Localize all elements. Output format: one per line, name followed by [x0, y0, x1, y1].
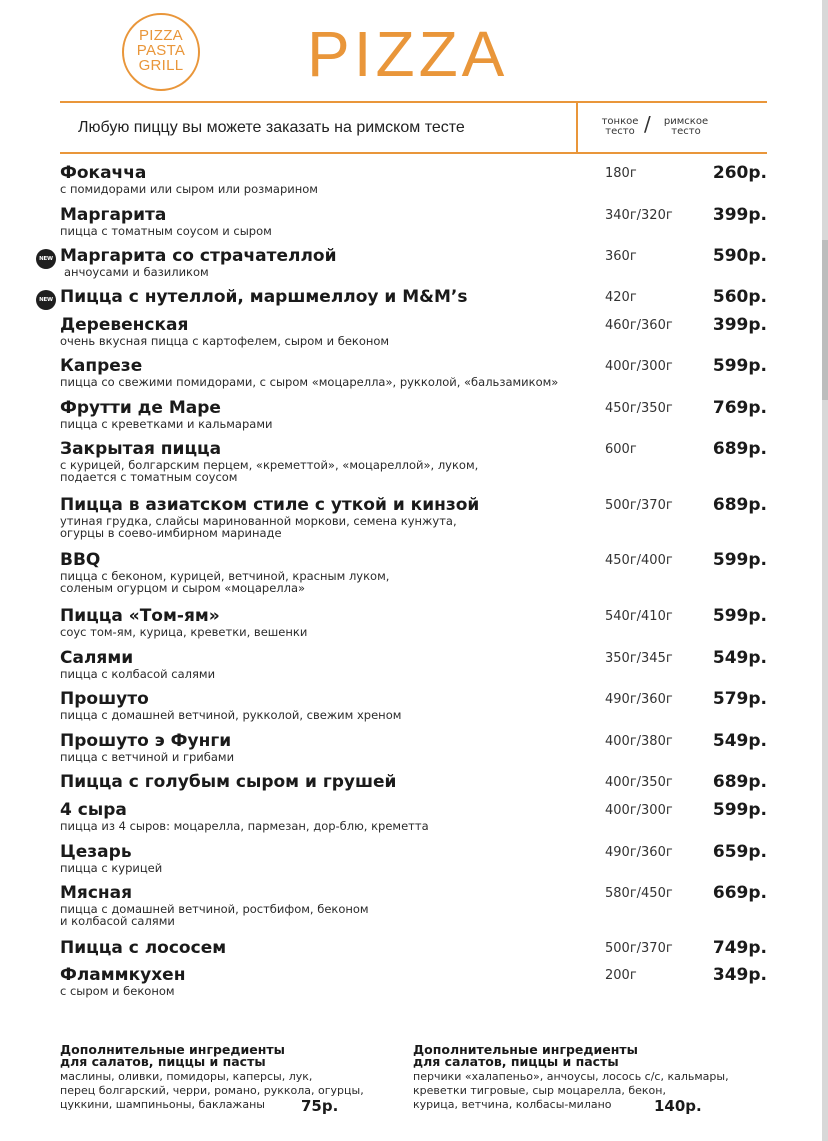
- item-price: 560р.: [712, 287, 767, 307]
- item-description: [60, 515, 457, 539]
- item-description-line: огурцы в соево-имбирном маринаде: [60, 526, 282, 540]
- thin-dough-label: [596, 117, 644, 137]
- item-description: с сыром и беконом: [60, 984, 175, 998]
- item-price: 549р.: [712, 731, 767, 751]
- item-description-line: пицца с домашней ветчиной, ростбифом, беконом: [60, 902, 369, 916]
- item-name: Пицца с голубым сыром и грушей: [60, 772, 397, 792]
- item-price: 659р.: [712, 842, 767, 862]
- item-price: 260р.: [712, 163, 767, 183]
- page-title: PIZZA: [307, 18, 509, 90]
- extras-list-line: перец болгарский, черри, романо, руккола, огурцы,: [60, 1084, 364, 1097]
- extras-list: [413, 1070, 753, 1112]
- item-price: 689р.: [712, 439, 767, 459]
- extras-title: Дополнительные ингредиенты: [60, 1042, 285, 1057]
- item-weight: 450г/350г: [605, 401, 673, 416]
- item-price: 749р.: [712, 938, 767, 958]
- item-description: пицца с креветками и кальмарами: [60, 417, 273, 431]
- item-description-line: и колбасой салями: [60, 914, 175, 928]
- item-weight: 360г: [605, 249, 637, 264]
- item-weight: 460г/360г: [605, 318, 673, 333]
- item-name: Фламмкухен: [60, 965, 186, 985]
- item-description-line: утиная грудка, слайсы маринованной моркови, семена кунжута,: [60, 514, 457, 528]
- item-price: 599р.: [712, 356, 767, 376]
- extras-subtitle: для салатов, пиццы и пасты: [60, 1054, 266, 1069]
- roman-dough-label-line2: тесто: [671, 126, 701, 137]
- item-description: пицца с курицей: [60, 861, 163, 875]
- item-description: пицца со свежими помидорами, с сыром «моцарелла», рукколой, «бальзамиком»: [60, 375, 559, 389]
- item-name: Фрутти де Маре: [60, 398, 221, 418]
- item-description: пицца с колбасой салями: [60, 667, 216, 681]
- item-price: 549р.: [712, 648, 767, 668]
- item-description: очень вкусная пицца с картофелем, сыром и беконом: [60, 334, 390, 348]
- item-description: анчоусами и базиликом: [64, 265, 209, 279]
- item-weight: 350г/345г: [605, 651, 673, 666]
- item-name: Закрытая пицца: [60, 439, 222, 459]
- item-description: [60, 570, 389, 594]
- dough-separator: /: [644, 112, 651, 136]
- item-description: [60, 459, 478, 483]
- new-badge-icon: NEW: [36, 249, 56, 269]
- item-name: Прошуто: [60, 689, 149, 709]
- item-name: Цезарь: [60, 842, 132, 862]
- item-name: Капрезе: [60, 356, 143, 376]
- item-weight: 400г/380г: [605, 734, 673, 749]
- extras-list: [60, 1070, 390, 1112]
- item-description: пицца с домашней ветчиной, рукколой, свежим хреном: [60, 708, 402, 722]
- item-price: 599р.: [712, 550, 767, 570]
- item-description-line: соленым огурцом и сыром «моцарелла»: [60, 581, 306, 595]
- item-description-line: с курицей, болгарским перцем, «креметтой», «моцареллой», луком,: [60, 458, 479, 472]
- item-description: с помидорами или сыром или розмарином: [60, 182, 318, 196]
- item-weight: 500г/370г: [605, 941, 673, 956]
- item-weight: 420г: [605, 290, 637, 305]
- item-weight: 580г/450г: [605, 886, 673, 901]
- item-price: 599р.: [712, 606, 767, 626]
- item-price: 399р.: [712, 315, 767, 335]
- extras-list-line: маслины, оливки, помидоры, каперсы, лук,: [60, 1070, 313, 1083]
- item-name: Деревенская: [60, 315, 189, 335]
- item-description-line: пицца с беконом, курицей, ветчиной, красным луком,: [60, 569, 390, 583]
- item-name: 4 сыра: [60, 800, 127, 820]
- item-description: пицца с томатным соусом и сыром: [60, 224, 272, 238]
- item-price: 669р.: [712, 883, 767, 903]
- item-name: Фокачча: [60, 163, 147, 183]
- item-weight: 180г: [605, 166, 637, 181]
- item-name: Пицца «Том-ям»: [60, 606, 220, 626]
- item-price: 689р.: [712, 772, 767, 792]
- roman-dough-label-line1: римское: [663, 116, 709, 127]
- new-badge-icon: NEW: [36, 290, 56, 310]
- item-name: Пицца с лососем: [60, 938, 227, 958]
- header-divider-bottom: [60, 152, 767, 154]
- item-price: 590р.: [712, 246, 767, 266]
- item-description: пицца с ветчиной и грибами: [60, 750, 235, 764]
- item-name: BBQ: [60, 550, 101, 570]
- item-name: Салями: [60, 648, 134, 668]
- item-name: Маргарита: [60, 205, 167, 225]
- extra-ingredients-basic: [60, 1042, 390, 1115]
- item-weight: 500г/370г: [605, 498, 673, 513]
- item-description: пицца из 4 сыров: моцарелла, пармезан, дор-блю, креметта: [60, 819, 429, 833]
- item-price: 599р.: [712, 800, 767, 820]
- roman-dough-note: Любую пиццу вы можете заказать на римском тесте: [78, 119, 465, 136]
- extras-list-line: курица, ветчина, колбасы-милано: [413, 1098, 612, 1111]
- extras-price: 75р.: [301, 1097, 339, 1115]
- extras-subtitle: для салатов, пиццы и пасты: [413, 1054, 619, 1069]
- item-weight: 400г/300г: [605, 803, 673, 818]
- roman-dough-label: [656, 117, 716, 137]
- item-description-line: подается с томатным соусом: [60, 470, 238, 484]
- extras-list-line: цуккини, шампиньоны, баклажаны: [60, 1098, 265, 1111]
- item-price: 349р.: [712, 965, 767, 985]
- item-weight: 490г/360г: [605, 692, 673, 707]
- page-edge: [822, 0, 828, 1141]
- item-weight: 450г/400г: [605, 553, 673, 568]
- scrollbar-thumb[interactable]: [822, 240, 828, 400]
- item-weight: 340г/320г: [605, 208, 673, 223]
- item-weight: 540г/410г: [605, 609, 673, 624]
- item-description: [60, 903, 369, 927]
- item-description: соус том-ям, курица, креветки, вешенки: [60, 625, 308, 639]
- logo-line-3: GRILL: [138, 57, 184, 74]
- thin-dough-label-line1: тонкое: [601, 116, 639, 127]
- logo-line-1: PIZZA: [138, 27, 183, 44]
- extras-title: Дополнительные ингредиенты: [413, 1042, 638, 1057]
- extras-list-line: перчики «халапеньо», анчоусы, лосось с/с, кальмары,: [413, 1070, 729, 1083]
- item-name: Мясная: [60, 883, 133, 903]
- header-divider-top: [60, 101, 767, 103]
- item-price: 769р.: [712, 398, 767, 418]
- item-price: 579р.: [712, 689, 767, 709]
- extras-price: 140р.: [654, 1097, 702, 1115]
- item-name: Маргарита со страчателлой: [60, 246, 337, 266]
- header-divider-vertical: [576, 103, 578, 153]
- item-name: Пицца с нутеллой, маршмеллоу и M&M’s: [60, 287, 468, 307]
- item-weight: 490г/360г: [605, 845, 673, 860]
- item-name: Прошуто э Фунги: [60, 731, 232, 751]
- item-weight: 600г: [605, 442, 637, 457]
- item-name: Пицца в азиатском стиле с уткой и кинзой: [60, 495, 480, 515]
- extras-list-line: креветки тигровые, сыр моцарелла, бекон,: [413, 1084, 666, 1097]
- extra-ingredients-premium: [413, 1042, 753, 1115]
- item-weight: 400г/300г: [605, 359, 673, 374]
- logo: [122, 13, 200, 91]
- logo-line-2: PASTA: [136, 42, 186, 59]
- item-weight: 400г/350г: [605, 775, 673, 790]
- thin-dough-label-line2: тесто: [605, 126, 635, 137]
- item-price: 689р.: [712, 495, 767, 515]
- item-weight: 200г: [605, 968, 637, 983]
- item-price: 399р.: [712, 205, 767, 225]
